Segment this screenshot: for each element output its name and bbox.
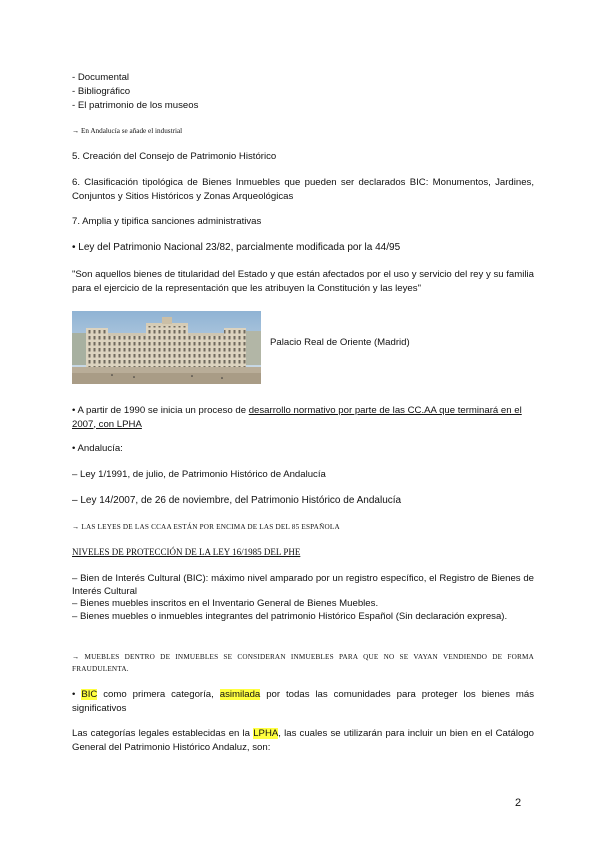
categorias-paragraph bbox=[72, 727, 534, 754]
andalucia-heading: • Andalucía: bbox=[72, 443, 123, 454]
item-6: 6. Clasificación tipológica de Bienes Inmuebles que pueden ser declarados BIC: Monumentos, Jardines, Conjuntos y Sitios Históricos y Zonas Arqueológicas bbox=[72, 177, 534, 202]
photo-caption: Palacio Real de Oriente (Madrid) bbox=[270, 337, 410, 348]
ley-1991: – Ley 1/1991, de julio, de Patrimonio Histórico de Andalucía bbox=[72, 469, 326, 480]
niveles-heading: NIVELES DE PROTECCIÓN DE LA LEY 16/1985 DEL PHE bbox=[72, 547, 301, 557]
bic-highlight: BIC bbox=[81, 689, 98, 700]
item-5: 5. Creación del Consejo de Patrimonio Histórico bbox=[72, 151, 277, 162]
bic-text-1: como primera categoría, bbox=[97, 689, 220, 700]
bic-text-2: por todas las comunidades para proteger los bienes más significativos bbox=[72, 689, 535, 714]
desarrollo-normativo bbox=[72, 404, 534, 431]
list-item-museos: - El patrimonio de los museos bbox=[72, 100, 199, 111]
note-muebles: → MUEBLES DENTRO DE INMUEBLES SE CONSIDERAN INMUEBLES PARA QUE NO SE VAYAN VENDIENDO DE FORMA FRAUDULENTA. bbox=[72, 653, 534, 673]
list-item-bibliografico: - Bibliográfico bbox=[72, 86, 131, 97]
bic-paragraph bbox=[72, 688, 534, 715]
nivel-phe: – Bienes muebles o inmuebles integrantes del patrimonio Histórico Español (Sin declaración expresa). bbox=[72, 610, 508, 622]
note-industrial: → En Andalucía se añade el industrial bbox=[72, 127, 183, 135]
nivel-inventario: – Bienes muebles inscritos en el Inventario General de Bienes Muebles. bbox=[72, 598, 379, 609]
ley-patrimonio-nacional: • Ley del Patrimonio Nacional 23/82, parcialmente modificada por la 44/95 bbox=[72, 242, 401, 253]
niveles-list bbox=[72, 573, 534, 623]
desarrollo-prefix: • A partir de 1990 se inicia un proceso de bbox=[72, 405, 249, 416]
note-ccaa: → LAS LEYES DE LAS CCAA ESTÁN POR ENCIMA DE LAS DEL 85 ESPAÑOLA bbox=[72, 523, 340, 531]
nivel-bic: – Bien de Interés Cultural (BIC): máximo nivel amparado por un registro específico, el Registro de Bienes de Interés Cultural bbox=[72, 573, 534, 597]
bic-bullet: • bbox=[72, 689, 82, 700]
asimilada-highlight: asimilada bbox=[219, 689, 261, 700]
lpha-highlight: LPHA bbox=[253, 728, 279, 739]
desarrollo-underlined: desarrollo normativo por parte de las CC.AA que terminará en el 2007, con LPHA bbox=[72, 405, 522, 430]
list-item-documental: - Documental bbox=[72, 72, 130, 83]
quote-bienes-estado: "Son aquellos bienes de titularidad del Estado y que están afectados por el uso y servicio del rey y su familia para el ejercicio de la representación que les atribuyen la Constitución y las leyes" bbox=[72, 269, 534, 294]
ley-2007: – Ley 14/2007, de 26 de noviembre, del Patrimonio Histórico de Andalucía bbox=[72, 495, 402, 506]
palacio-real-photo bbox=[72, 311, 261, 384]
categorias-text-1: Las categorías legales establecidas en la bbox=[72, 728, 254, 739]
page-number: 2 bbox=[515, 797, 522, 809]
categorias-text-2: , las cuales se utilizarán para incluir un bien en el Catálogo General del Patrimonio Histórico Andaluz, son: bbox=[72, 728, 534, 753]
item-7: 7. Amplia y tipifica sanciones administrativas bbox=[72, 216, 262, 227]
